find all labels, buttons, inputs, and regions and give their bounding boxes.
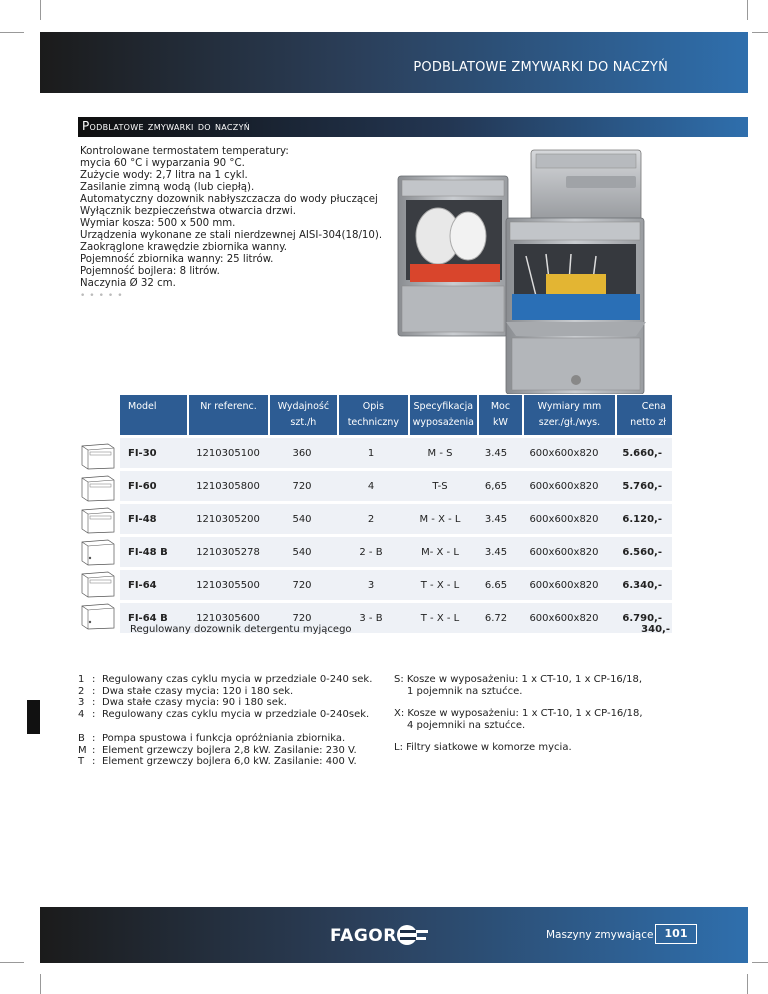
header-label: Nr referenc. [200,401,257,412]
section-title: Podblatowe zmywarki do naczyń [82,119,251,133]
crop-mark [752,32,768,33]
header-label: Cena [641,401,667,412]
fagor-logo-icon [396,924,428,946]
cell-capacity: 540 [292,513,312,525]
cell-desc: 1 [367,447,375,459]
legend-descriptions [78,674,372,720]
legend-text: Dwa stałe czasy mycia: 120 i 180 sek. [102,685,294,697]
page-edge-tab [27,700,40,734]
legend-key: 1 [78,674,85,685]
legend-key: B [78,733,85,744]
table-row [120,504,672,534]
column-header [189,395,268,435]
header-label: wyposażenia [412,417,474,428]
crop-mark [40,974,41,994]
legend-sep: : [92,697,96,708]
cell-dims: 600x600x820 [529,447,599,459]
cell-price: 6.120,- [622,513,662,525]
cell-desc: 2 - B [359,546,383,558]
spec-line: Wymiar kosza: 500 x 500 mm. [80,218,236,229]
cell-dims: 600x600x820 [529,480,599,492]
cell-price: 5.660,- [622,447,662,459]
dishwasher-thumbnail-icon [78,472,116,502]
cell-desc: 2 [367,513,375,525]
legend-key: M [78,744,87,756]
cell-spec: T-S [432,480,448,492]
cell-model: FI-64 [128,579,157,591]
legend-key: 4 [78,708,85,720]
cell-power: 6.65 [484,579,508,591]
cell-price: 6.560,- [622,546,662,558]
legend-item [78,709,372,721]
legend-item [78,686,372,698]
price-table [120,395,672,633]
legend-equipment [394,674,643,754]
legend-line: X: Kosze w wyposażeniu: 1 x CT-10, 1 x CP-16/18, [394,708,643,719]
crop-mark [0,32,24,33]
legend-sep: : [92,708,96,720]
dishwasher-thumbnail-icon [78,600,116,630]
cell-model: FI-48 [128,513,157,525]
legend-text: Dwa stałe czasy mycia: 90 i 180 sek. [102,697,287,708]
legend-item [78,733,357,745]
spec-list [80,146,383,302]
legend-sep: : [92,674,96,685]
legend-sep: : [92,756,96,767]
cell-ref: 1210305500 [196,579,260,591]
header-label: techniczny [347,417,400,428]
cell-spec: M - S [427,447,453,459]
spec-line: Wyłącznik bezpieczeństwa otwarcia drzwi. [80,206,296,217]
section-bar [78,117,748,137]
dishwasher-thumbnail-icon [78,440,116,470]
cell-dims: 600x600x820 [529,579,599,591]
header-band [40,32,748,93]
legend-item [78,674,372,686]
decorative-dots: ••••• [80,291,127,301]
cell-price: 5.760,- [622,480,662,492]
cell-power: 3.45 [484,546,508,558]
spec-line: Automatyczny dozownik nabłyszczacza do wody płuczącej [80,194,378,205]
cell-spec: T - X - L [420,579,460,591]
cell-ref: 1210305800 [196,480,260,492]
extra-option-price: 340,- [641,624,670,635]
cell-capacity: 720 [292,612,312,624]
cell-capacity: 720 [292,579,312,591]
legend-line: 1 pojemnik na sztućce. [407,685,523,697]
cell-spec: M - X - L [419,513,461,525]
legend-options [78,733,357,768]
spec-line: Urządzenia wykonane ze stali nierdzewnej AISI-304(18/10). [80,230,383,241]
legend-item [78,745,357,757]
cell-power: 6.72 [484,612,508,624]
header-label: szt./h [290,417,317,428]
cell-capacity: 540 [292,546,312,558]
spec-line: Zaokrąglone krawędzie zbiornika wanny. [80,242,288,253]
header-label: kW [493,417,508,428]
legend-key: 3 [78,697,85,708]
table-row [120,438,672,468]
legend-text: Regulowany czas cyklu mycia w przedziale 0-240 sek. [102,674,373,685]
cell-desc: 3 [367,579,375,591]
column-header [479,395,522,435]
legend-sep: : [92,685,96,697]
column-header [524,395,615,435]
legend-line: 4 pojemniki na sztućce. [407,719,526,731]
crop-mark [40,0,41,20]
table-header [120,395,672,435]
spec-line: Pojemność bojlera: 8 litrów. [80,266,220,277]
legend-key: T [78,756,85,767]
spec-line: Zużycie wody: 2,7 litra na 1 cykl. [80,170,248,181]
dishwasher-product-image [396,146,696,394]
crop-mark [0,962,24,963]
extra-option-label: Regulowany dozownik detergentu myjącego [130,624,352,635]
crop-mark [747,0,748,20]
cell-ref: 1210305100 [196,447,260,459]
column-header [617,395,672,435]
cell-desc: 3 - B [359,612,383,624]
cell-spec: T - X - L [420,612,460,624]
dishwasher-thumbnail-icon [78,504,116,534]
cell-model: FI-48 B [128,546,168,558]
dishwasher-thumbnail-icon [78,536,116,566]
cell-capacity: 720 [292,480,312,492]
cell-ref: 1210305600 [196,612,260,624]
column-header [410,395,477,435]
legend-text: Regulowany czas cyklu mycia w przedziale 0-240sek. [102,708,370,720]
spec-line: mycia 60 °C i wyparzania 90 °C. [80,158,245,169]
footer-section-name: Maszyny zmywające [546,929,654,941]
cell-dims: 600x600x820 [529,513,599,525]
legend-text: Pompa spustowa i funkcja opróżniania zbiornika. [102,733,346,744]
header-label: Opis [362,401,384,412]
legend-item [78,756,357,768]
cell-power: 6,65 [484,480,508,492]
legend-sep: : [92,733,96,744]
cell-dims: 600x600x820 [529,546,599,558]
header-label: Wydajność [277,401,330,412]
crop-mark [752,962,768,963]
cell-desc: 4 [367,480,375,492]
header-label: Specyfikacja [413,401,474,412]
footer-band [40,907,748,963]
legend-text: Element grzewczy bojlera 2,8 kW. Zasilanie: 230 V. [102,744,357,756]
brand-logo-text: FAGOR [330,926,397,946]
table-row [120,570,672,600]
header-label: Model [128,401,157,412]
legend-spacer [394,731,643,742]
legend-spacer [394,697,643,708]
spec-line: Kontrolowane termostatem temperatury: [80,146,289,157]
header-label: Wymiary mm [537,401,602,412]
cell-capacity: 360 [292,447,312,459]
table-row [120,537,672,567]
legend-item [78,697,372,709]
cell-dims: 600x600x820 [529,612,599,624]
header-label: netto zł [630,417,667,428]
legend-key: 2 [78,685,85,697]
column-header [270,395,337,435]
cell-price: 6.340,- [622,579,662,591]
header-label: Moc [490,401,511,412]
table-row [120,471,672,501]
spec-line: Naczynia Ø 32 cm. [80,278,176,289]
cell-power: 3.45 [484,447,508,459]
legend-line: L: Filtry siatkowe w komorze mycia. [394,742,572,753]
crop-mark [747,974,748,994]
cell-model: FI-64 B [128,612,168,624]
cell-power: 3.45 [484,513,508,525]
page-title: PODBLATOWE ZMYWARKI DO NACZYŃ [413,60,668,75]
spec-line: Zasilanie zimną wodą (lub ciepłą). [80,182,255,193]
page-number: 101 [655,924,697,944]
cell-model: FI-60 [128,480,157,492]
cell-ref: 1210305278 [196,546,260,558]
cell-spec: M- X - L [421,546,459,558]
spec-line: Pojemność zbiornika wanny: 25 litrów. [80,254,274,265]
legend-text: Element grzewczy bojlera 6,0 kW. Zasilanie: 400 V. [102,756,357,767]
header-label: szer./gł./wys. [538,417,601,428]
legend-line: S: Kosze w wyposażeniu: 1 x CT-10, 1 x CP-16/18, [394,674,643,685]
column-header [120,395,187,435]
cell-price: 6.790,- [622,612,662,624]
cell-model: FI-30 [128,447,157,459]
legend-sep: : [92,744,96,756]
cell-ref: 1210305200 [196,513,260,525]
dishwasher-thumbnail-icon [78,568,116,598]
column-header [339,395,408,435]
